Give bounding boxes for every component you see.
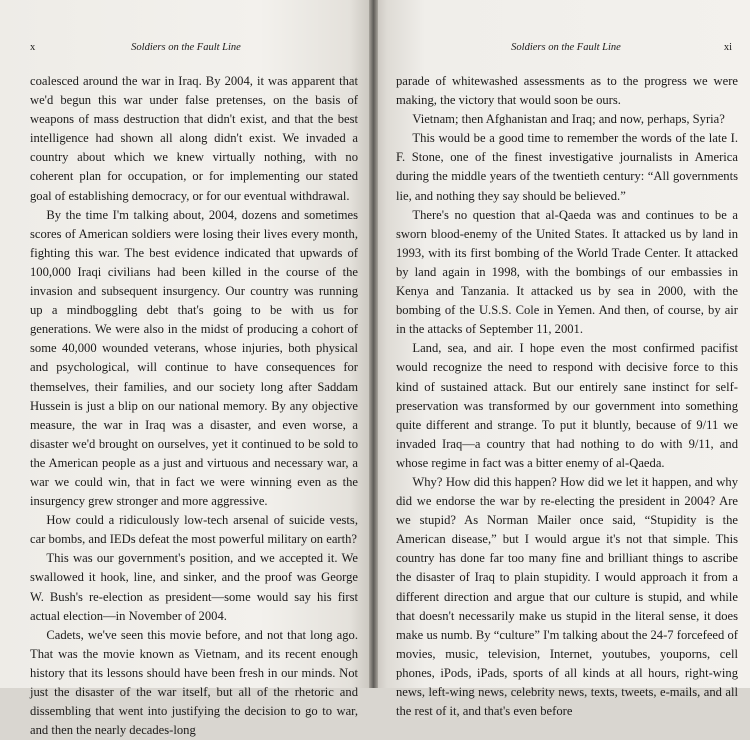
book-gutter — [369, 0, 378, 688]
left-paragraph-4: This was our government's position, and we accepted it. We swallowed it hook, line, and sinker, and the proof was George W. Bush's re-election as president—some would say his first actual election—in November of 2004. — [30, 551, 358, 623]
right-paragraph-6: Why? How did this happen? How did we let it happen, and why did we endorse the war by re-electing the president in 2004? Are we stupid? As Norman Mailer once said, “Stupidity is the American disease,” but I would argue it's not that simple. This country has done far too many fine and brilliant things to ascribe the disaster of Iraq to plain stupidity. I would approach it from a different direction and argue that our culture is stupid, and while that doesn't necessarily make us stupid in the literal sense, it does make us numb. By “culture” I'm talking about the 24-7 forcefeed of movies, music, television, Internet, youtubes, youporns, cell phones, iPods, iPads, sports of all kinds at all hours, right-wing news, left-wing news, celebrity news, texts, tweets, e-mails, and all the rest of it, and that's even before — [396, 474, 738, 719]
left-body-text — [30, 72, 358, 740]
left-paragraph-3: How could a ridiculously low-tech arsenal of suicide vests, car bombs, and IEDs defeat the most powerful military on earth? — [30, 513, 358, 547]
left-paragraph-2: By the time I'm talking about, 2004, dozens and sometimes scores of American soldiers were losing their lives every month, fighting this war. The best evidence indicated that upwards of 100,000 Iraqi civilians had been killed in the course of the invasion and subsequent insurgency. Our country was running up a mindboggling debt that's going to be with us for generations. We were also in the midst of producing a cohort of some 40,000 wounded veterans, whose injuries, both physical and psychological, will continue to have consequences for themselves, their families, and our society long after Saddam Hussein is just a blip on our national memory. By any objective measure, the war in Iraq was a disaster, and even worse, a disaster we'd brought on ourselves, yet it continued to be sold to the American people as a just and virtuous and necessary war, a war we could win, that in fact we were winning even as the insurgency grew stronger and more aggressive. — [30, 207, 358, 509]
left-page-number: x — [30, 42, 36, 53]
right-paragraph-5: Land, sea, and air. I hope even the most confirmed pacifist would recognize the need to respond with decisive force to this kind of sustained attack. But our entirely sane instinct for self-preservation was transformed by our government into something quite different and strange. To put it bluntly, because of 9/11 we invaded Iraq—a country that had nothing to do with 9/11, and whose regime in fact was a bitter enemy of al-Qaeda. — [396, 341, 738, 470]
right-body-text — [396, 72, 738, 721]
right-running-head: Soldiers on the Fault Line — [511, 42, 621, 53]
right-paragraph-4: There's no question that al-Qaeda was and continues to be a sworn blood-enemy of the United States. It attacked us by land in 1993, with its first bombing of the World Trade Center. It attacked by land again in 1998, with the bombings of our embassies in Kenya and Tanzania. It attacked us by sea in 2000, with the bombing of the U.S.S. Cole in Yemen. And then, of course, by air in the attacks of September 11, 2001. — [396, 207, 738, 337]
right-page — [372, 0, 750, 719]
left-running-head: Soldiers on the Fault Line — [131, 42, 241, 53]
right-paragraph-2: Vietnam; then Afghanistan and Iraq; and now, perhaps, Syria? — [412, 112, 725, 127]
left-page — [0, 0, 372, 738]
right-page-number: xi — [723, 42, 732, 53]
left-paragraph-5: Cadets, we've seen this movie before, and not that long ago. That was the movie known as Vietnam, and its recent enough history that its lessons should have been fresh in our minds. Not just the disaster of the war itself, but all of the rhetoric and dissembling that went into justifying the decision to go to war, and then the nearly decades-long — [30, 627, 358, 738]
right-paragraph-3: This would be a good time to remember the words of the late I. F. Stone, one of the finest investigative journalists in America during the middle years of the twentieth century: “All governments lie, and nothing they say should be believed.” — [396, 131, 738, 203]
left-paragraph-1: coalesced around the war in Iraq. By 2004, it was apparent that we'd begun this war under false pretenses, on the basis of weapons of mass destruction that didn't exist, and that the best intelligence had shown all along didn't exist. We invaded a country about which we knew virtually nothing, with no coherent plan for occupation, or for implementing our stated goal of establishing democracy, or for our eventual withdrawal. — [30, 74, 358, 203]
right-paragraph-1: parade of whitewashed assessments as to the progress we were making, the victory that would soon be ours. — [396, 74, 738, 108]
